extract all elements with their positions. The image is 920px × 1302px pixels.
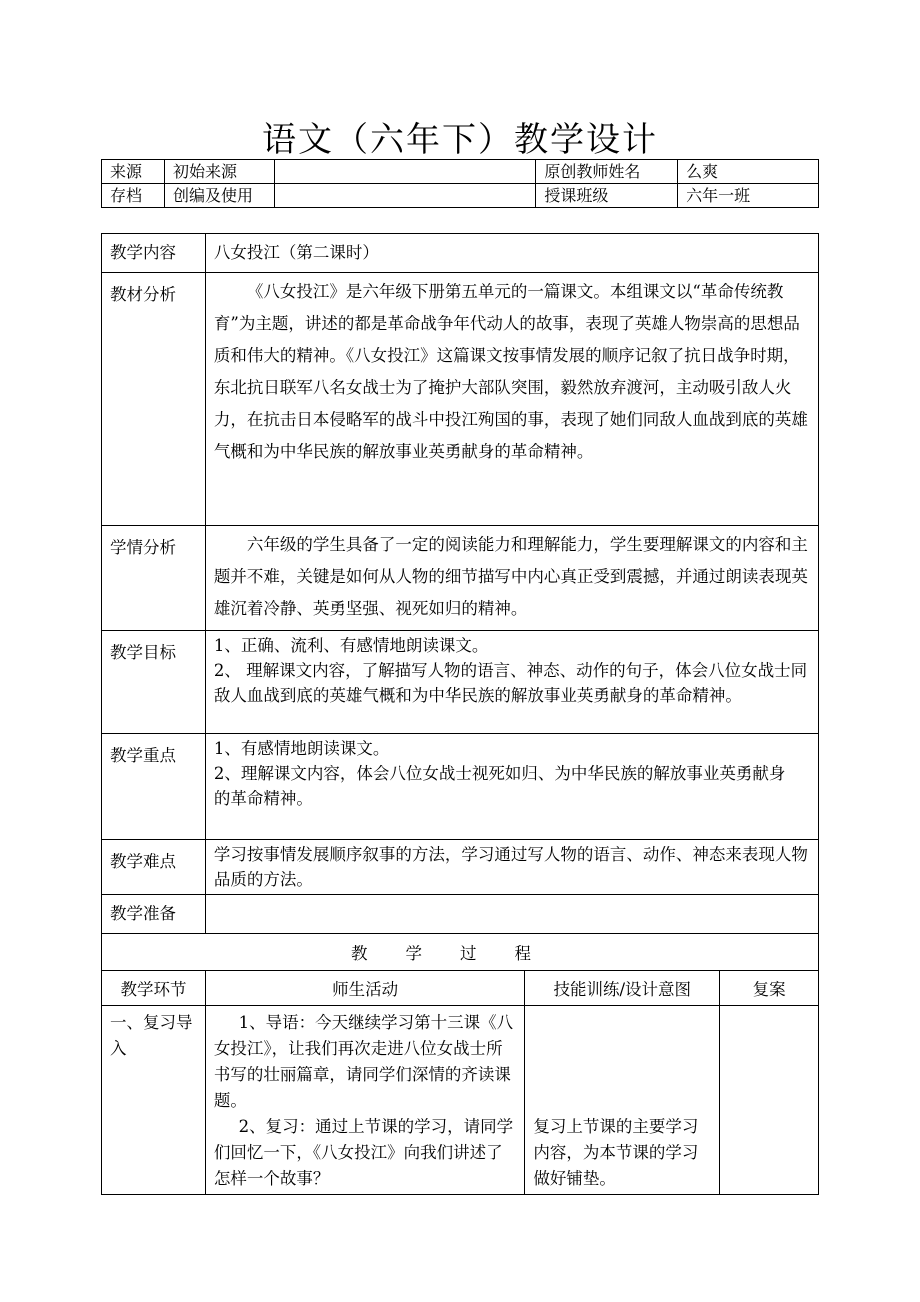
analysis-value: 《八女投江》是六年级下册第五单元的一篇课文。本组课文以“革命传统教育”为主题，讲述的都是革命战争年代动人的故事，表现了英雄人物崇高的思想品质和伟大的精神。《八女投江》这篇课文按事情发展的顺序记叙了抗日战争时期，东北抗日联军八名女战士为了掩护大部队突围，毅然放弃渡河，主动吸引敌人火力，在抗击日本侵略军的战斗中投江殉国的事，表现了她们同敌人血战到底的英雄气概和为中华民族的解放事业英勇献身的革命精神。 <box>205 273 818 526</box>
key-item-3: 的革命精神。 <box>213 789 313 808</box>
source-value: 初始来源 <box>164 160 274 184</box>
archive-blank <box>274 184 536 208</box>
archive-value: 创编及使用 <box>164 184 274 208</box>
row-process-heading <box>102 934 819 971</box>
teacher-name-value: 么爽 <box>678 160 819 184</box>
step-1-activity-item-1: 1、导语：今天继续学习第十三课《八女投江》，让我们再次走进八位女战士所书写的壮丽篇章，请同学们深情的齐读课题。 <box>213 1013 514 1110</box>
goal-value <box>205 631 818 734</box>
row-material-analysis <box>102 273 819 526</box>
difficult-label: 教学难点 <box>102 840 206 895</box>
row-step-1 <box>102 1006 819 1195</box>
goal-item-2: 2、 理解课文内容，了解描写人物的语言、神态、动作的句子，体会八位女战士同敌人血战到底的英雄气概和为中华民族的解放事业英勇献身的革命精神。 <box>213 661 808 705</box>
student-label: 学情分析 <box>102 526 206 631</box>
page-title: 语文（六年下）教学设计 <box>262 120 658 160</box>
row-key-points <box>102 734 819 840</box>
class-label: 授课班级 <box>536 184 678 208</box>
source-label: 来源 <box>102 160 165 184</box>
step-1-name: 一、复习导入 <box>102 1006 206 1195</box>
archive-label: 存档 <box>102 184 165 208</box>
header-row-source <box>102 160 819 184</box>
step-1-activity <box>205 1006 525 1195</box>
step-1-intent: 复习上节课的主要学习内容，为本节课的学习做好铺垫。 <box>525 1006 720 1195</box>
student-value: 六年级的学生具备了一定的阅读能力和理解能力，学生要理解课文的内容和主题并不难，关键是如何从人物的细节描写中内心真正受到震撼，并通过朗读表现英雄沉着冷静、英勇坚强、视死如归的精神。 <box>205 526 818 631</box>
key-item-2: 2、理解课文内容，体会八位女战士视死如归、为中华民族的解放事业英勇献身 <box>213 764 786 783</box>
step-1-activity-item-2: 2、复习：通过上节课的学习，请同学们回忆一下，《八女投江》向我们讲述了怎样一个故事？ <box>213 1117 514 1188</box>
key-label: 教学重点 <box>102 734 206 840</box>
key-value <box>205 734 818 840</box>
process-heading: 教学过程 <box>102 934 819 971</box>
row-goals <box>102 631 819 734</box>
goal-label: 教学目标 <box>102 631 206 734</box>
row-content <box>102 234 819 273</box>
difficult-value: 学习按事情发展顺序叙事的方法，学习通过写人物的语言、动作、神态来表现人物品质的方法。 <box>205 840 818 895</box>
row-student-analysis <box>102 526 819 631</box>
lesson-plan-table <box>101 233 819 1195</box>
col-header-activity: 师生活动 <box>205 971 525 1006</box>
header-row-archive <box>102 184 819 208</box>
class-value: 六年一班 <box>678 184 819 208</box>
content-value: 八女投江（第二课时） <box>205 234 818 273</box>
header-info-table <box>101 159 819 208</box>
goal-item-1: 1、正确、流利、有感情地朗读课文。 <box>213 636 489 655</box>
row-preparation <box>102 895 819 934</box>
col-header-step: 教学环节 <box>102 971 206 1006</box>
step-1-review <box>720 1006 819 1195</box>
col-header-intent: 技能训练/设计意图 <box>525 971 720 1006</box>
col-header-review: 复案 <box>720 971 819 1006</box>
teacher-name-label: 原创教师姓名 <box>536 160 678 184</box>
prep-value <box>205 895 818 934</box>
analysis-label: 教材分析 <box>102 273 206 526</box>
source-blank <box>274 160 536 184</box>
row-difficulties <box>102 840 819 895</box>
prep-label: 教学准备 <box>102 895 206 934</box>
content-label: 教学内容 <box>102 234 206 273</box>
key-item-1: 1、有感情地朗读课文。 <box>213 739 390 758</box>
row-column-headers <box>102 971 819 1006</box>
